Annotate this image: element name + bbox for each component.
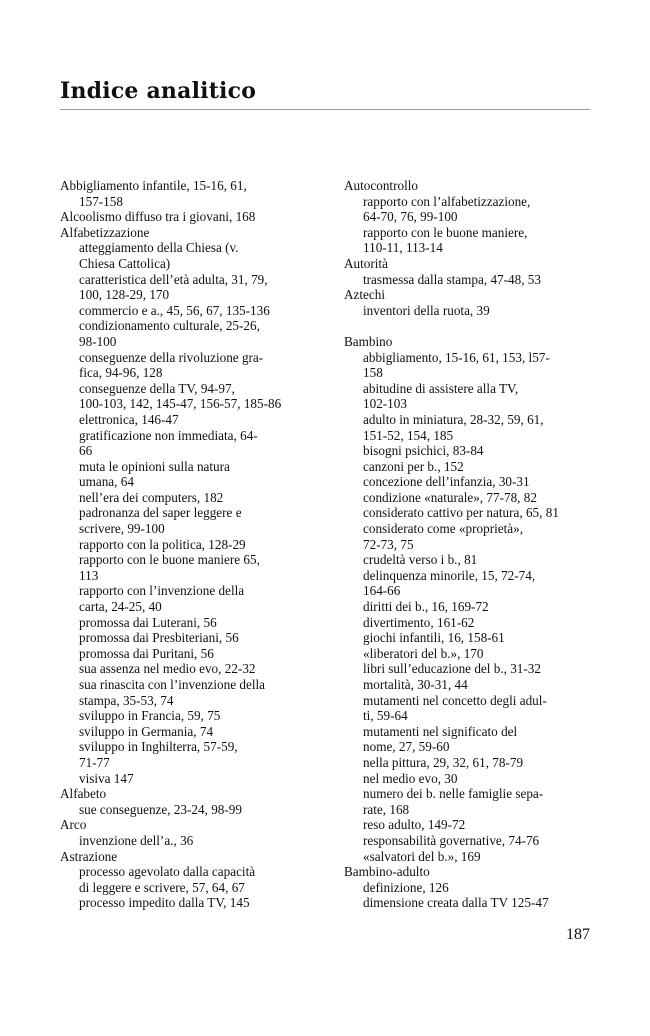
index-line: 71-77	[79, 754, 110, 770]
index-line: 164-66	[363, 583, 401, 599]
index-line: inventori della ruota, 39	[363, 302, 490, 318]
index-line: Aztechi	[344, 287, 386, 303]
index-line: libri sull’educazione del b., 31-32	[363, 661, 541, 677]
index-line: responsabilità governative, 74-76	[363, 832, 540, 848]
index-line: 110-11, 113-14	[363, 240, 443, 256]
index-line: carta, 24-25, 40	[79, 599, 162, 615]
index-line: nome, 27, 59-60	[363, 739, 450, 755]
index-line: ti, 59-64	[363, 708, 408, 724]
index-line: reso adulto, 149-72	[363, 817, 466, 833]
index-line: rapporto con l’alfabetizzazione,	[363, 193, 531, 209]
index-line: «liberatori del b.», 170	[363, 645, 484, 661]
index-line: stampa, 35-53, 74	[79, 692, 174, 708]
index-line: rapporto con l’invenzione della	[79, 583, 245, 599]
index-line: condizionamento culturale, 25-26,	[79, 318, 260, 334]
index-line: fica, 94-96, 128	[79, 365, 163, 381]
index-line: conseguenze della rivoluzione gra-	[79, 349, 264, 365]
index-line: sviluppo in Inghilterra, 57-59,	[79, 739, 238, 755]
index-line: 157-158	[79, 193, 123, 209]
index-column-right	[344, 178, 592, 911]
index-line: sue conseguenze, 23-24, 98-99	[79, 801, 242, 817]
index-line: mortalità, 30-31, 44	[363, 677, 468, 692]
index-line: Astrazione	[60, 848, 118, 864]
index-line: Autorità	[344, 255, 388, 271]
index-line: sviluppo in Germania, 74	[79, 723, 214, 739]
index-line: invenzione dell’a., 36	[79, 832, 194, 848]
index-line: commercio e a., 45, 56, 67, 135-136	[79, 302, 270, 318]
page-number: 187	[566, 926, 590, 943]
title-rule	[60, 109, 590, 110]
index-line: 102-103	[363, 396, 407, 412]
section-spacer	[344, 318, 592, 334]
index-line: umana, 64	[79, 474, 134, 490]
index-line: «salvatori del b.», 169	[363, 848, 481, 864]
index-line: promossa dai Luterani, 56	[79, 614, 217, 630]
index-line: adulto in miniatura, 28-32, 59, 61,	[363, 411, 544, 427]
index-line: Arco	[60, 817, 87, 833]
index-line: Chiesa Cattolica)	[79, 255, 171, 271]
index-line: di leggere e scrivere, 57, 64, 67	[79, 879, 245, 895]
index-line: processo agevolato dalla capacità	[79, 864, 256, 880]
index-line: mutamenti nel significato del	[363, 723, 518, 739]
index-line: 66	[79, 443, 93, 459]
index-line: rapporto con le buone maniere,	[363, 224, 528, 240]
index-line: delinquenza minorile, 15, 72-74,	[363, 567, 536, 583]
index-line: divertimento, 161-62	[363, 614, 475, 630]
index-line: sua assenza nel medio evo, 22-32	[79, 661, 256, 677]
index-column-left	[60, 178, 308, 911]
index-line: trasmessa dalla stampa, 47-48, 53	[363, 271, 541, 287]
index-line: nella pittura, 29, 32, 61, 78-79	[363, 754, 524, 770]
index-line: processo impedito dalla TV, 145	[79, 895, 250, 911]
index-line: condizione «naturale», 77-78, 82	[363, 489, 537, 505]
index-line: dimensione creata dalla TV 125-47	[363, 895, 549, 911]
index-line: rate, 168	[363, 801, 410, 817]
index-line: rapporto con le buone maniere 65,	[79, 552, 260, 568]
index-line: Autocontrollo	[344, 178, 418, 193]
index-line: muta le opinioni sulla natura	[79, 458, 230, 474]
index-line: bisogni psichici, 83-84	[363, 443, 484, 459]
index-line: 151-52, 154, 185	[363, 427, 454, 443]
index-line: atteggiamento della Chiesa (v.	[79, 240, 239, 256]
index-line: promossa dai Presbiteriani, 56	[79, 630, 239, 646]
index-line: sua rinascita con l’invenzione della	[79, 677, 266, 692]
index-line: promossa dai Puritani, 56	[79, 645, 214, 661]
index-line: considerato cattivo per natura, 65, 81	[363, 505, 559, 521]
index-line: abitudine di assistere alla TV,	[363, 380, 519, 396]
index-line: Alcoolismo diffuso tra i giovani, 168	[60, 209, 256, 225]
index-line: 64-70, 76, 99-100	[363, 209, 458, 225]
index-line: concezione dell’infanzia, 30-31	[363, 474, 530, 490]
index-line: 113	[79, 567, 99, 583]
index-line: rapporto con la politica, 128-29	[79, 536, 246, 552]
index-line: nell’era dei computers, 182	[79, 489, 224, 505]
index-line: crudeltà verso i b., 81	[363, 552, 478, 568]
index-line: 100-103, 142, 145-47, 156-57, 185-86	[79, 396, 282, 412]
index-line: numero dei b. nelle famiglie sepa-	[363, 786, 544, 802]
index-line: scrivere, 99-100	[79, 521, 165, 537]
index-line: diritti dei b., 16, 169-72	[363, 599, 489, 615]
index-line: 158	[363, 365, 383, 381]
index-line: mutamenti nel concetto degli adul-	[363, 692, 547, 708]
page-title: Indice analitico	[60, 78, 257, 104]
index-line: nel medio evo, 30	[363, 770, 458, 786]
index-line: abbigliamento, 15-16, 61, 153, l57-	[363, 349, 550, 365]
index-line: Alfabetizzazione	[60, 224, 150, 240]
index-line: gratificazione non immediata, 64-	[79, 427, 258, 443]
index-line: canzoni per b., 152	[363, 458, 464, 474]
index-line: sviluppo in Francia, 59, 75	[79, 708, 221, 724]
index-line: definizione, 126	[363, 879, 449, 895]
index-line: Abbigliamento infantile, 15-16, 61,	[60, 178, 247, 193]
index-line: elettronica, 146-47	[79, 411, 179, 427]
index-line: giochi infantili, 16, 158-61	[363, 630, 505, 646]
index-line: Bambino-adulto	[344, 864, 430, 880]
index-line: 72-73, 75	[363, 536, 414, 552]
index-line: visiva 147	[79, 770, 134, 786]
index-line: conseguenze della TV, 94-97,	[79, 380, 235, 396]
index-line: Alfabeto	[60, 786, 107, 802]
index-line: 100, 128-29, 170	[79, 287, 170, 303]
index-line: Bambino	[344, 333, 393, 349]
index-line: 98-100	[79, 333, 117, 349]
index-line: considerato come «proprietà»,	[363, 521, 524, 537]
index-line: caratteristica dell’età adulta, 31, 79,	[79, 271, 268, 287]
index-line: padronanza del saper leggere e	[79, 505, 242, 521]
